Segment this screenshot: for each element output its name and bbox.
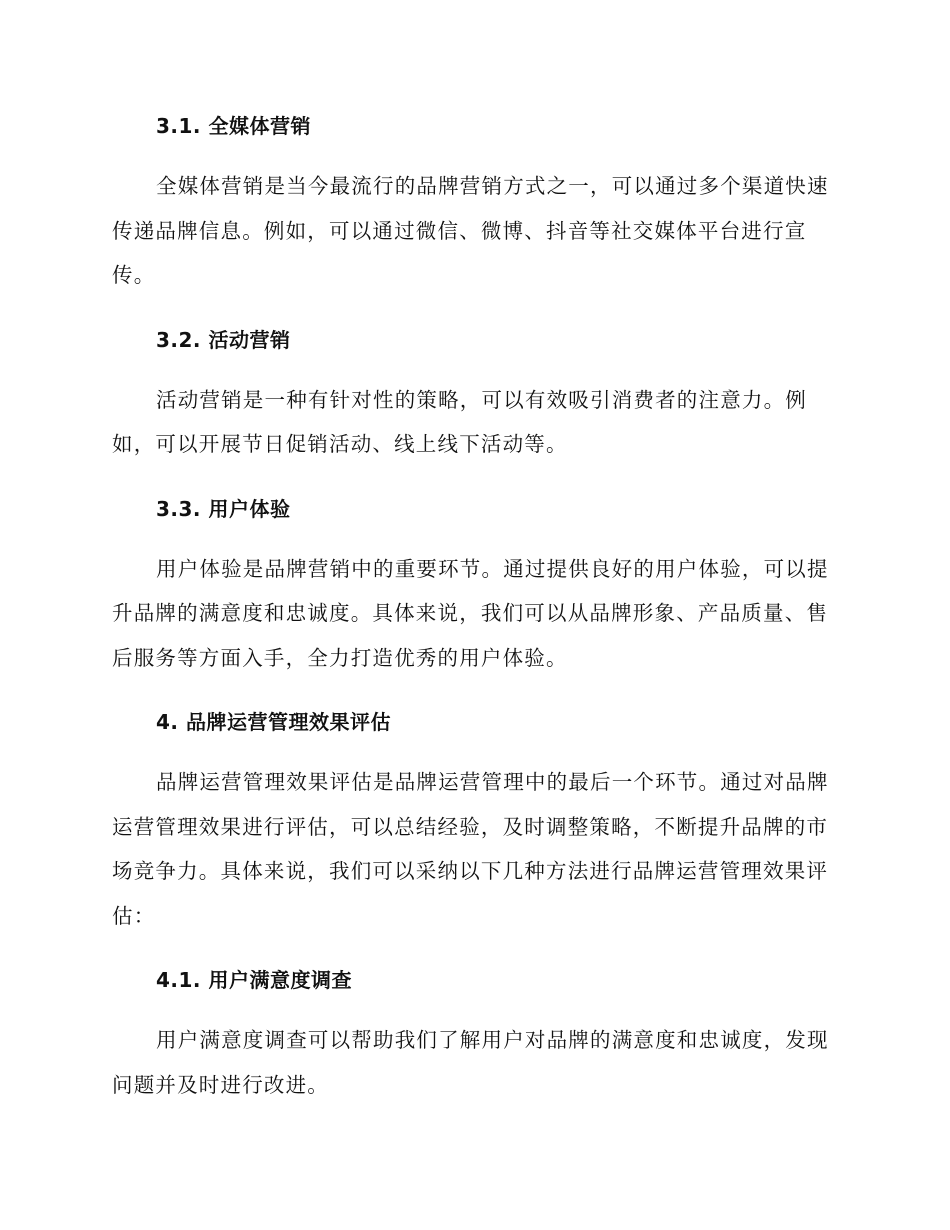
paragraph-line: 运营管理效果进行评估，可以总结经验，及时调整策略，不断提升品牌的市 (112, 814, 829, 839)
section-paragraph-3-3 (112, 547, 832, 681)
section-paragraph-3-1 (112, 164, 832, 298)
paragraph-line: 传。 (112, 263, 156, 287)
section-paragraph-4-1 (112, 1018, 832, 1107)
section-paragraph-3-2 (112, 378, 832, 467)
section-heading-3-3: 3.3. 用户体验 (156, 496, 291, 521)
section-heading-3-1: 3.1. 全媒体营销 (156, 114, 311, 138)
section-heading-4-1: 4.1. 用户满意度调查 (156, 968, 352, 992)
paragraph-line: 用户体验是品牌营销中的重要环节。通过提供良好的用户体验，可以提 (156, 556, 829, 581)
paragraph-line: 升品牌的满意度和忠诚度。具体来说，我们可以从品牌形象、产品质量、售 (112, 601, 829, 625)
paragraph-line: 问题并及时进行改进。 (112, 1072, 329, 1097)
section-heading-4: 4. 品牌运营管理效果评估 (156, 710, 391, 734)
section-heading-3-2: 3.2. 活动营销 (156, 327, 291, 352)
paragraph-line: 估： (112, 903, 156, 928)
paragraph-line: 传递品牌信息。例如，可以通过微信、微博、抖音等社交媒体平台进行宣 (112, 218, 807, 243)
paragraph-line: 品牌运营管理效果评估是品牌运营管理中的最后一个环节。通过对品牌 (156, 770, 829, 794)
document-body (112, 110, 832, 1133)
paragraph-line: 用户满意度调查可以帮助我们了解用户对品牌的满意度和忠诚度，发现 (156, 1028, 829, 1052)
paragraph-line: 后服务等方面入手，全力打造优秀的用户体验。 (112, 645, 568, 670)
paragraph-line: 如，可以开展节日促销活动、线上线下活动等。 (112, 432, 568, 456)
paragraph-line: 活动营销是一种有针对性的策略，可以有效吸引消费者的注意力。例 (156, 387, 807, 412)
paragraph-line: 场竞争力。具体来说，我们可以采纳以下几种方法进行品牌运营管理效果评 (112, 859, 829, 883)
section-paragraph-4 (112, 760, 832, 938)
paragraph-line: 全媒体营销是当今最流行的品牌营销方式之一，可以通过多个渠道快速 (156, 174, 829, 198)
